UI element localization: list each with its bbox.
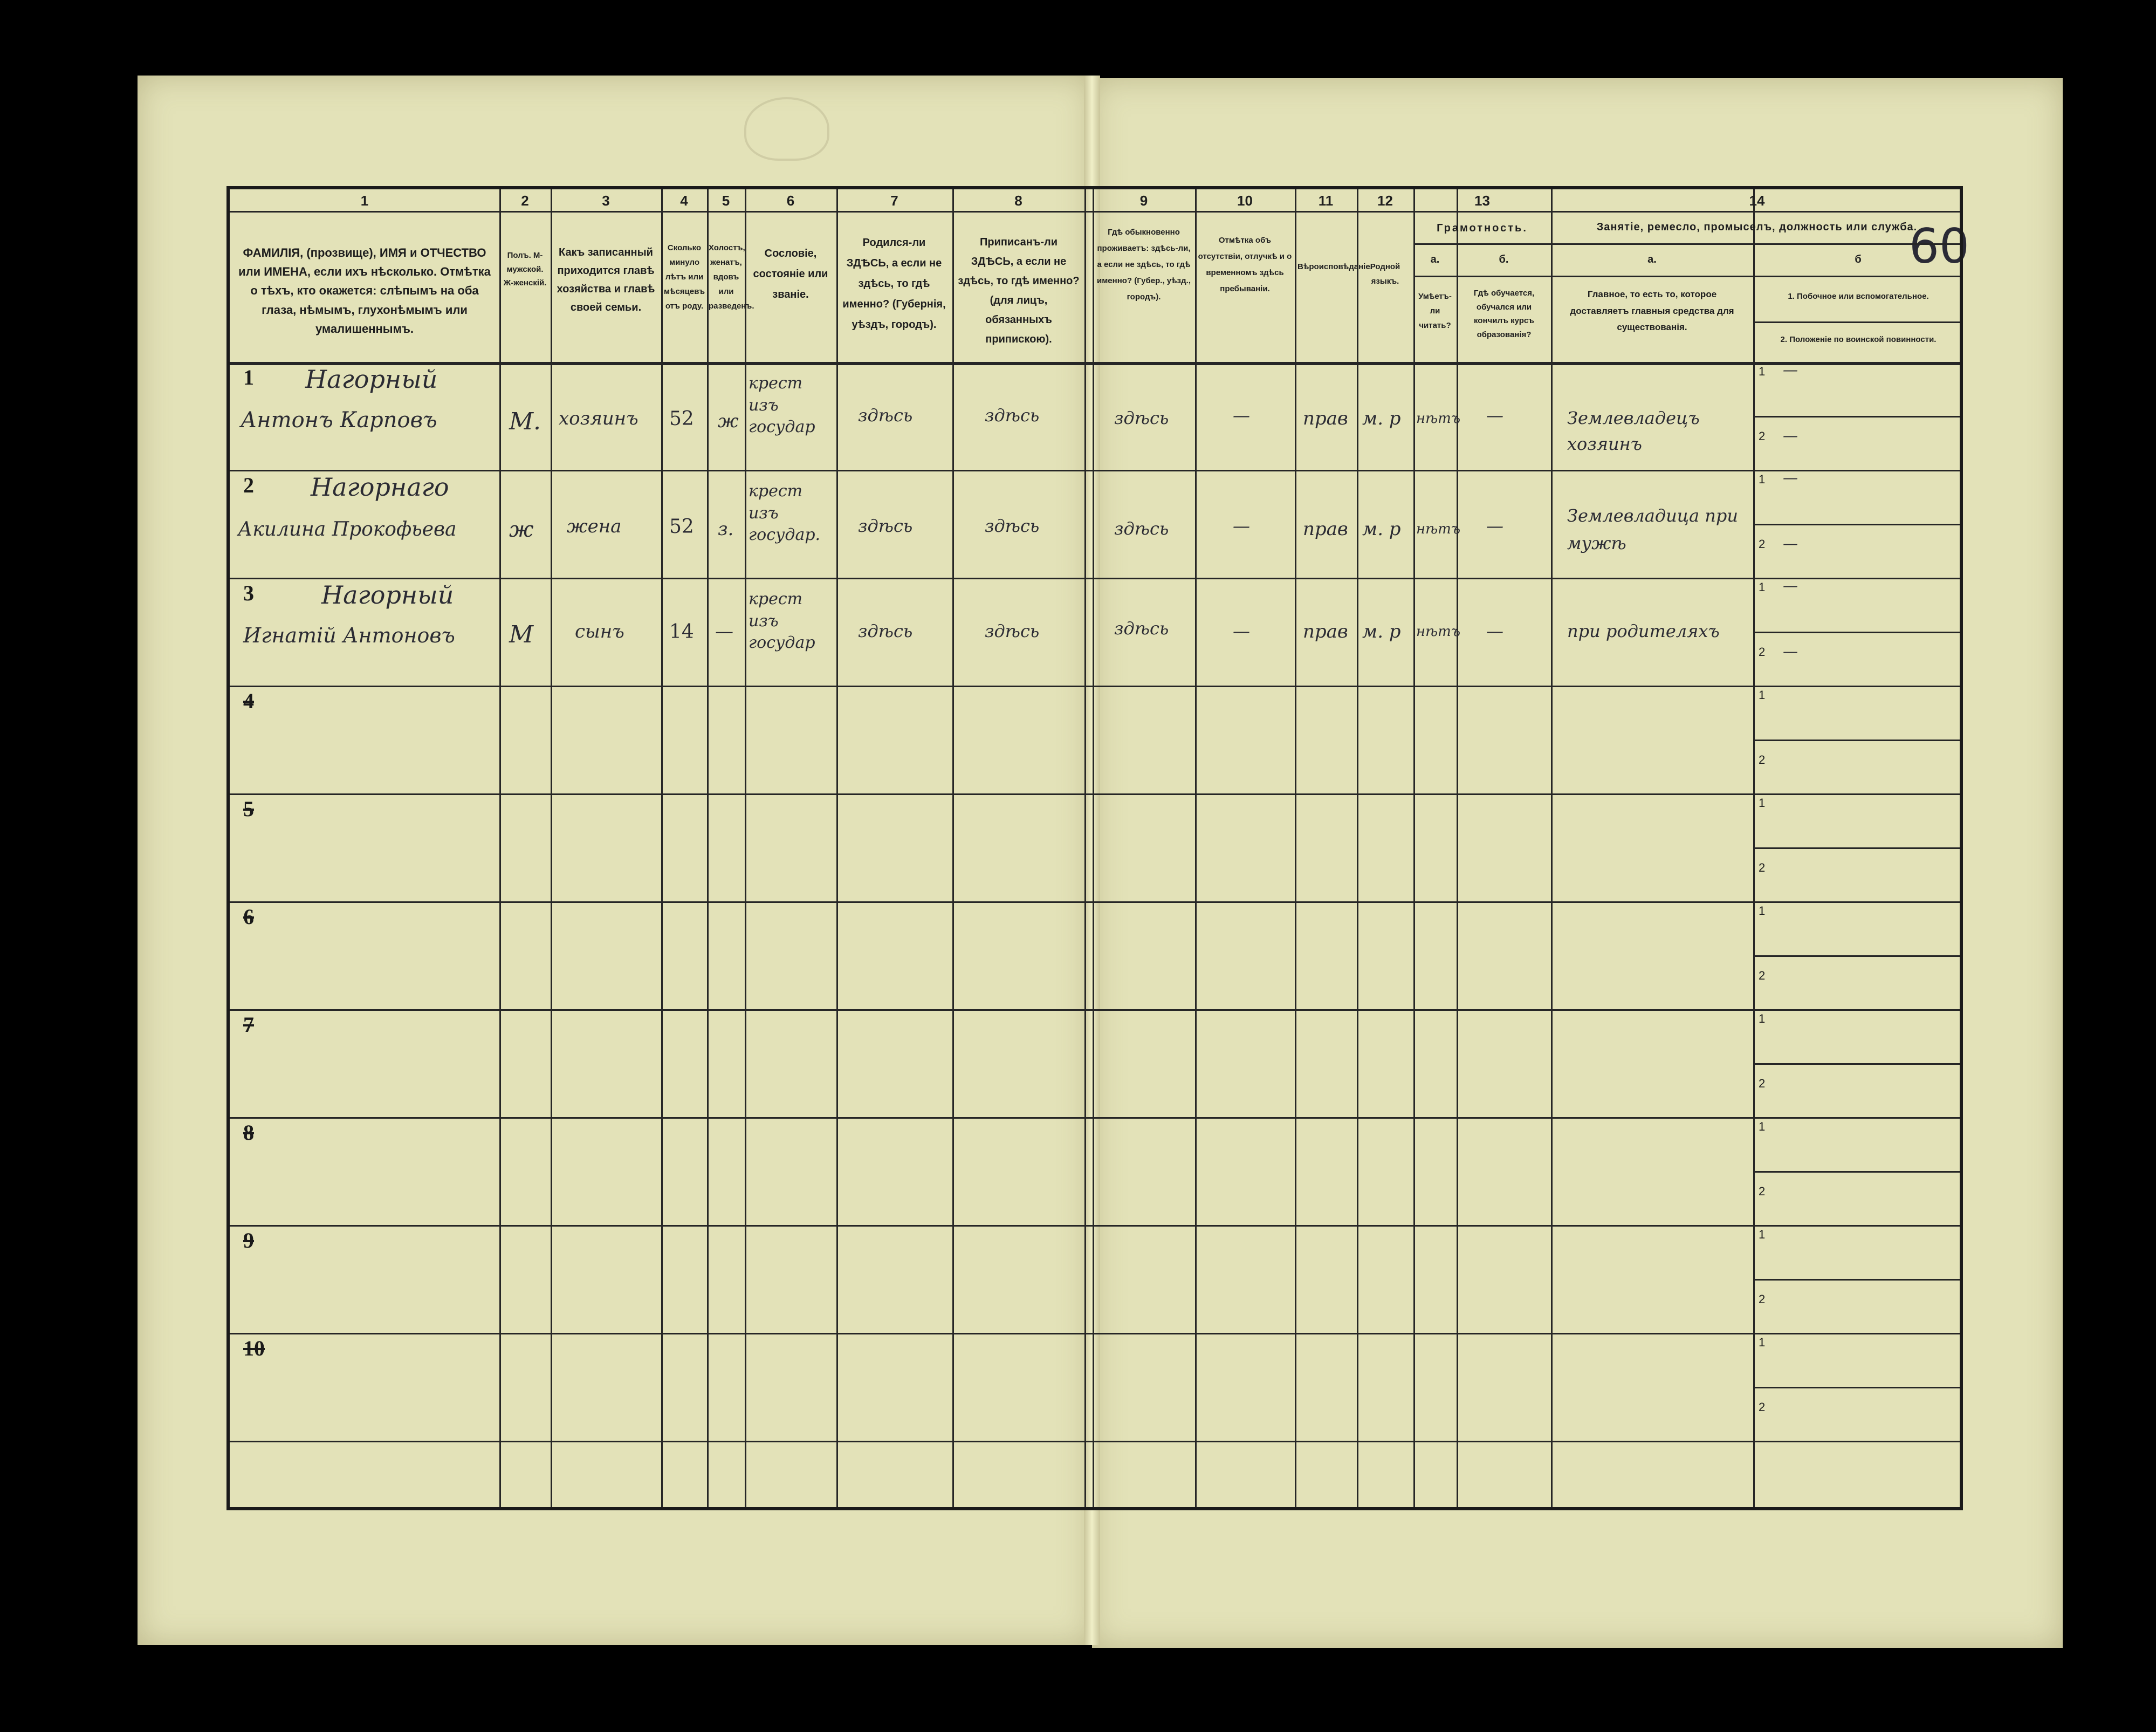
entry-residence: здѣсь [1114,518,1169,539]
header-military: 2. Положеніе по воинской повинности. [1780,335,1937,344]
header-absence: Отмѣтка объ отсутствіи, отлучкѣ и о временномъ здѣсь пребываніи. [1198,236,1292,293]
entry-surname: Нагорнаго [311,473,449,502]
row-number-9: 9 [243,1228,254,1252]
entry-occupation: Землевладецъ хозяинъ [1567,408,1700,454]
colnum-9: 9 [1139,193,1148,209]
header-can-read: Умѣетъ-ли читать? [1418,292,1452,330]
sub-label-2: 2 [1759,969,1766,982]
census-table [226,186,1963,1510]
colnum-10: 10 [1237,193,1253,209]
entry-registered: здѣсь [985,621,1040,641]
entry-relation: хозяинъ [559,408,638,429]
entry-education: — [1486,516,1503,536]
sub-label-2: 2 [1759,1292,1766,1306]
row-number-8: 8 [243,1120,254,1145]
entry-absence: — [1233,405,1250,426]
header-born: Родился-ли ЗДѢСЬ, а если не здѣсь, то гдѣ именно? (Губернія, уѣздъ, городъ). [842,237,946,331]
row-number-4: 4 [243,689,254,713]
sub-label-2: 2 [1759,1077,1766,1090]
entry-sex: М [509,621,534,648]
entry-surname: Нагорный [305,365,438,394]
sub-label-2: 2 [1759,1185,1766,1198]
entry-age: 52 [669,516,694,538]
row-number-2: 2 [243,473,254,497]
header-language: Родной языкъ. [1370,262,1400,286]
entry-registered: здѣсь [985,516,1040,536]
entry-literate: нѣтъ [1416,410,1461,427]
entry-birthplace: здѣсь [858,516,913,536]
entry-literate: нѣтъ [1416,624,1461,640]
colnum-11: 11 [1318,193,1334,209]
colnum-3: 3 [602,193,610,209]
header-main-occupation: Главное, то есть то, которое доставляетъ главныя средства для существованія. [1570,289,1734,333]
entry-residence: здѣсь [1114,408,1169,428]
entry-occupation: при родителяхъ [1567,621,1720,641]
entry-age: 14 [669,621,694,643]
entry-absence: — [1233,621,1250,641]
entry-military: — [1783,427,1798,444]
sub-label-2: 2 [1759,753,1766,766]
entry-marital: — [715,621,733,642]
entry-faith: прав [1303,408,1348,429]
header-age: Сколько минуло лѣтъ или мѣсяцевъ отъ роду. [663,243,705,311]
header-name: ФАМИЛІЯ, (прозвище), ИМЯ и ОТЧЕСТВО или ИМЕНА, если ихъ нѣсколько. Отмѣтка о тѣхъ, кто окажется: слѣпымъ на оба глаза, нѣмымъ, глухонѣмымъ или умалишеннымъ. [238,246,491,336]
entry-occupation: Землевладица при мужѣ [1567,505,1738,554]
entry-faith: прав [1303,621,1348,642]
row-number-5: 5 [243,797,254,821]
header-sex: Полъ. М-мужской. Ж-женскій. [503,251,547,287]
header-occupation-b: б [1855,254,1862,265]
header-occupation: Занятіе, ремесло, промыселъ, должность или служба. [1596,221,1918,233]
folio-stamp-number: 60 [1909,218,1969,274]
header-literacy-b: б. [1499,254,1509,265]
emblem-watermark [744,97,829,161]
entry-language: м. р [1362,518,1401,540]
sub-label-2: 2 [1759,1400,1766,1414]
entry-estate: крест изъ государ [749,590,815,652]
sub-label-2: 2 [1759,429,1766,443]
sub-label-1: 1 [1759,904,1766,918]
row-number-10: 10 [243,1336,265,1360]
colnum-2: 2 [521,193,529,209]
sub-label-1: 1 [1759,796,1766,810]
entry-given-names: Игнатій Антоновъ [243,624,455,647]
entry-marital: з. [718,518,734,540]
entry-given-names: Антонъ Карповъ [241,408,437,433]
colnum-5: 5 [722,193,730,209]
entry-registered: здѣсь [985,405,1040,426]
colnum-14: 14 [1749,193,1765,209]
header-registered: Приписанъ-ли ЗДѢСЬ, а если не здѣсь, то гдѣ именно? (для лицъ, обязанныхъ припискою). [958,236,1080,345]
sub-label-1: 1 [1759,580,1766,594]
sub-label-2: 2 [1759,645,1766,659]
colnum-6: 6 [786,193,795,209]
entry-sex: ж [509,517,534,542]
entry-faith: прав [1303,518,1348,540]
entry-birthplace: здѣсь [858,621,913,641]
header-literacy: Грамотность. [1437,222,1528,234]
sub-label-2: 2 [1759,537,1766,551]
entry-military: — [1783,535,1798,552]
sub-label-1: 1 [1759,688,1766,702]
entry-residence: здѣсь [1114,618,1169,639]
sub-label-1: 1 [1759,473,1766,486]
entry-side-occupation: — [1783,469,1798,487]
entry-estate: крест изъ государ. [749,482,821,544]
colnum-8: 8 [1014,193,1022,209]
entry-education: — [1486,621,1503,641]
header-residence: Гдѣ обыкновенно проживаетъ: здѣсь-ли, а если не здѣсь, то гдѣ именно? (Губер., уѣзд., городъ). [1096,228,1191,302]
header-side-occupation: 1. Побочное или вспомогательное. [1788,292,1929,301]
entry-age: 52 [669,408,694,430]
entry-language: м. р [1362,621,1401,642]
header-faith: Вѣроисповѣданіе. [1297,262,1372,271]
header-literacy-a: а. [1430,254,1440,265]
entry-side-occupation: — [1783,361,1798,379]
sub-label-1: 1 [1759,1228,1766,1241]
entry-relation: жена [567,516,622,537]
entry-absence: — [1233,516,1250,536]
entry-marital: ж [718,410,739,432]
entry-relation: сынъ [575,621,624,642]
sub-label-1: 1 [1759,1120,1766,1133]
colnum-1: 1 [360,193,369,209]
colnum-12: 12 [1377,193,1393,209]
entry-estate: крест изъ государ [749,374,815,436]
entry-military: — [1783,642,1798,660]
header-education: Гдѣ обучается, обучался или кончилъ курсъ образованія? [1473,289,1535,339]
colnum-13: 13 [1474,193,1490,209]
entry-side-occupation: — [1783,577,1798,594]
header-estate: Сословіе, состояніе или званіе. [753,248,828,300]
entry-birthplace: здѣсь [858,405,913,426]
sub-label-1: 1 [1759,1012,1766,1025]
header-marital: Холостъ, женатъ, вдовъ или разведенъ. [709,243,754,311]
header-relation: Какъ записанный приходится главѣ хозяйства и главѣ своей семьи. [557,247,655,313]
colnum-7: 7 [890,193,898,209]
entry-literate: нѣтъ [1416,521,1461,537]
sub-label-1: 1 [1759,365,1766,378]
row-number-6: 6 [243,905,254,929]
header-occupation-a: а. [1647,254,1657,265]
entry-sex: М. [509,408,541,435]
row-number-1: 1 [243,365,254,389]
sub-label-2: 2 [1759,861,1766,874]
entry-given-names: Акилина Прокофьева [238,518,457,540]
entry-surname: Нагорный [321,580,454,610]
colnum-4: 4 [680,193,688,209]
row-number-3: 3 [243,581,254,605]
row-number-7: 7 [243,1012,254,1037]
sub-label-1: 1 [1759,1336,1766,1349]
entry-language: м. р [1362,408,1401,429]
entry-education: — [1486,405,1503,426]
